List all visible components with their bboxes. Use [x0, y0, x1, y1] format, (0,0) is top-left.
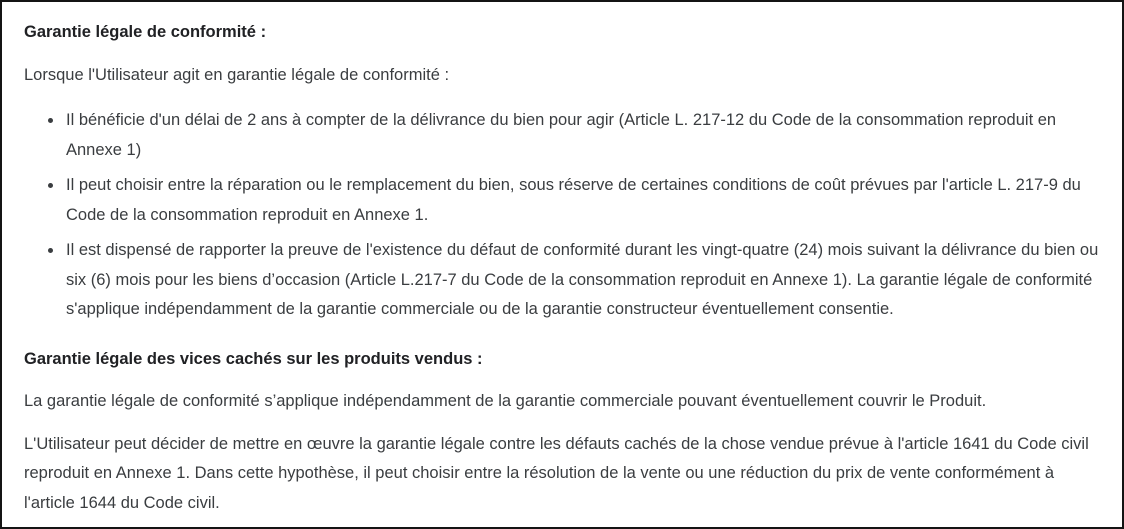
bullet-item-choix-reparation: • Il peut choisir entre la réparation ou le remplacement du bien, sous réserve de certaines conditions de coût prévues par l'article L. 217-9 du Code de la consommation reproduit en Annexe 1.	[64, 171, 1100, 230]
section2-paragraph-vices-caches: L'Utilisateur peut décider de mettre en œuvre la garantie légale contre les défauts cachés de la chose vendue prévue à l'article 1641 du Code civil reproduit en Annexe 1. Dans cette hypothèse, il peut choisir entre la résolution de la vente ou une réduction du prix de vente conformément à l'article 1644 du Code civil.	[24, 434, 1089, 512]
section1-bullet-list	[24, 106, 1100, 325]
bullet-item-dispense-preuve: • Il est dispensé de rapporter la preuve de l'existence du défaut de conformité durant les vingt-quatre (24) mois suivant la délivrance du bien ou six (6) mois pour les biens d’occasion (Article L.217-7 du Code de la consommation reproduit en Annexe 1). La garantie légale de conformité s'applique indépendamment de la garantie commerciale ou de la garantie constructeur éventuellement consentie.	[64, 236, 1100, 325]
bullet-item-delai: • Il bénéficie d'un délai de 2 ans à compter de la délivrance du bien pour agir (Article L. 217-12 du Code de la consommation reproduit en Annexe 1)	[64, 106, 1100, 165]
section2-heading: Garantie légale des vices cachés sur les produits vendus :	[24, 349, 483, 368]
section1-intro: Lorsque l'Utilisateur agit en garantie légale de conformité :	[24, 65, 450, 84]
section1-heading: Garantie légale de conformité :	[24, 23, 267, 41]
section2-paragraph-garantie-commerciale: La garantie légale de conformité s’applique indépendamment de la garantie commerciale pouvant éventuellement couvrir le Produit.	[24, 392, 987, 410]
